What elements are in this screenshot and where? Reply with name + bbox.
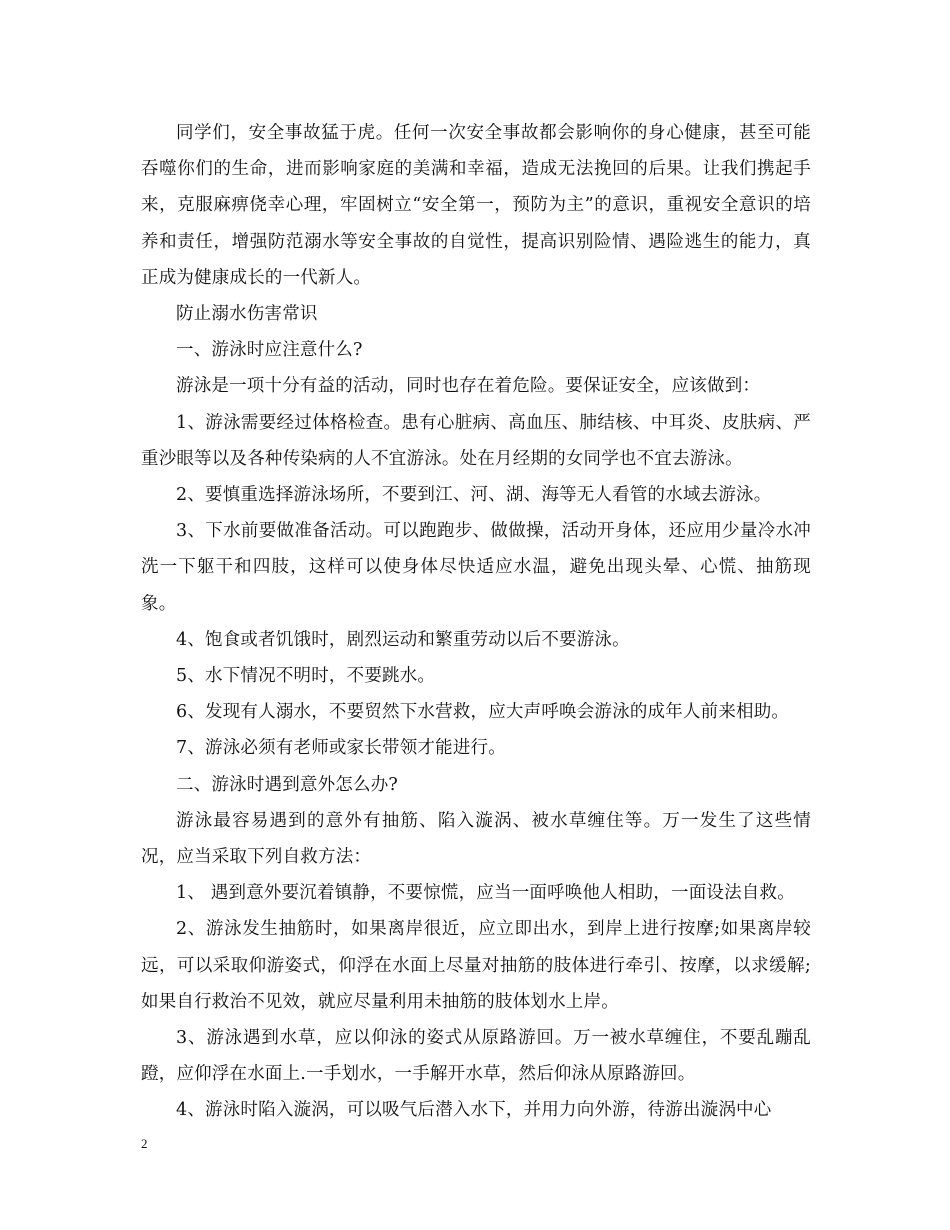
- list-item-rescue-call: 6、发现有人溺水，不要贸然下水营救，应大声呼唤会游泳的成年人前来相助。: [176, 702, 790, 723]
- list-item-stay-calm: 1、 遇到意外要沉着镇静，不要惊慌，应当一面呼唤他人相助，一面设法自救。: [176, 883, 795, 904]
- list-item-cramps: 2、游泳发生抽筋时，如果离岸很近，应立即出水，到岸上进行按摩;如果离岸较远，可以采取仰游姿式，仰浮在水面上尽量对抽筋的肢体进行牵引、按摩，以求缓解;如果自行救治不见效，就应尽量利用未抽筋的肢体划水上岸。: [141, 919, 811, 1012]
- list-item-choose-venue: 2、要慎重选择游泳场所，不要到江、河、湖、海等无人看管的水域去游泳。: [176, 485, 772, 506]
- list-item-whirlpool: 4、游泳时陷入漩涡，可以吸气后潜入水下，并用力向外游，待游出漩涡中心: [176, 1100, 772, 1121]
- paragraph-swimming-benefits: 游泳是一项十分有益的活动，同时也存在着危险。要保证安全，应该做到：: [176, 376, 761, 397]
- list-item-warm-up: 3、下水前要做准备活动。可以跑跑步、做做操，活动开身体，还应用少量冷水冲洗一下躯干和四肢，这样可以使身体尽快适应水温，避免出现头晕、心慌、抽筋现象。: [141, 521, 811, 614]
- section-heading-drowning-prevention: 防止溺水伤害常识: [176, 304, 318, 325]
- paragraph-safety-intro: 同学们，安全事故猛于虎。任何一次安全事故都会影响你的身心健康，甚至可能吞噬你们的生命，进而影响家庭的美满和幸福，造成无法挽回的后果。让我们携起手来，克服麻痹侥幸心理，牢固树立“安全第一，预防为主”的意识，重视安全意识的培养和责任，增强防范溺水等安全事故的自觉性，提高识别险情、遇险逃生的能力，真正成为健康成长的一代新人。: [141, 123, 811, 288]
- document-body: [141, 115, 811, 1129]
- list-item-health-check: 1、游泳需要经过体格检查。患有心脏病、高血压、肺结核、中耳炎、皮肤病、严重沙眼等以及各种传染病的人不宜游泳。处在月经期的女同学也不宜去游泳。: [141, 412, 811, 469]
- question-heading-accidents: 二、游泳时遇到意外怎么办?: [176, 774, 398, 795]
- list-item-water-weeds: 3、游泳遇到水草，应以仰泳的姿式从原路游回。万一被水草缠住，不要乱蹦乱蹬，应仰浮在水面上.一手划水，一手解开水草，然后仰泳从原路游回。: [141, 1028, 811, 1085]
- list-item-supervision: 7、游泳必须有老师或家长带领才能进行。: [176, 738, 506, 759]
- paragraph-common-accidents: 游泳最容易遇到的意外有抽筋、陷入漩涡、被水草缠住等。万一发生了这些情况，应当采取下列自救方法：: [141, 810, 811, 868]
- question-heading-swimming-precautions: 一、游泳时应注意什么?: [176, 340, 363, 361]
- list-item-no-diving: 5、水下情况不明时，不要跳水。: [176, 666, 436, 687]
- list-item-meal-timing: 4、饱食或者饥饿时，剧烈运动和繁重劳动以后不要游泳。: [176, 629, 630, 650]
- page-number: 2: [141, 1136, 148, 1151]
